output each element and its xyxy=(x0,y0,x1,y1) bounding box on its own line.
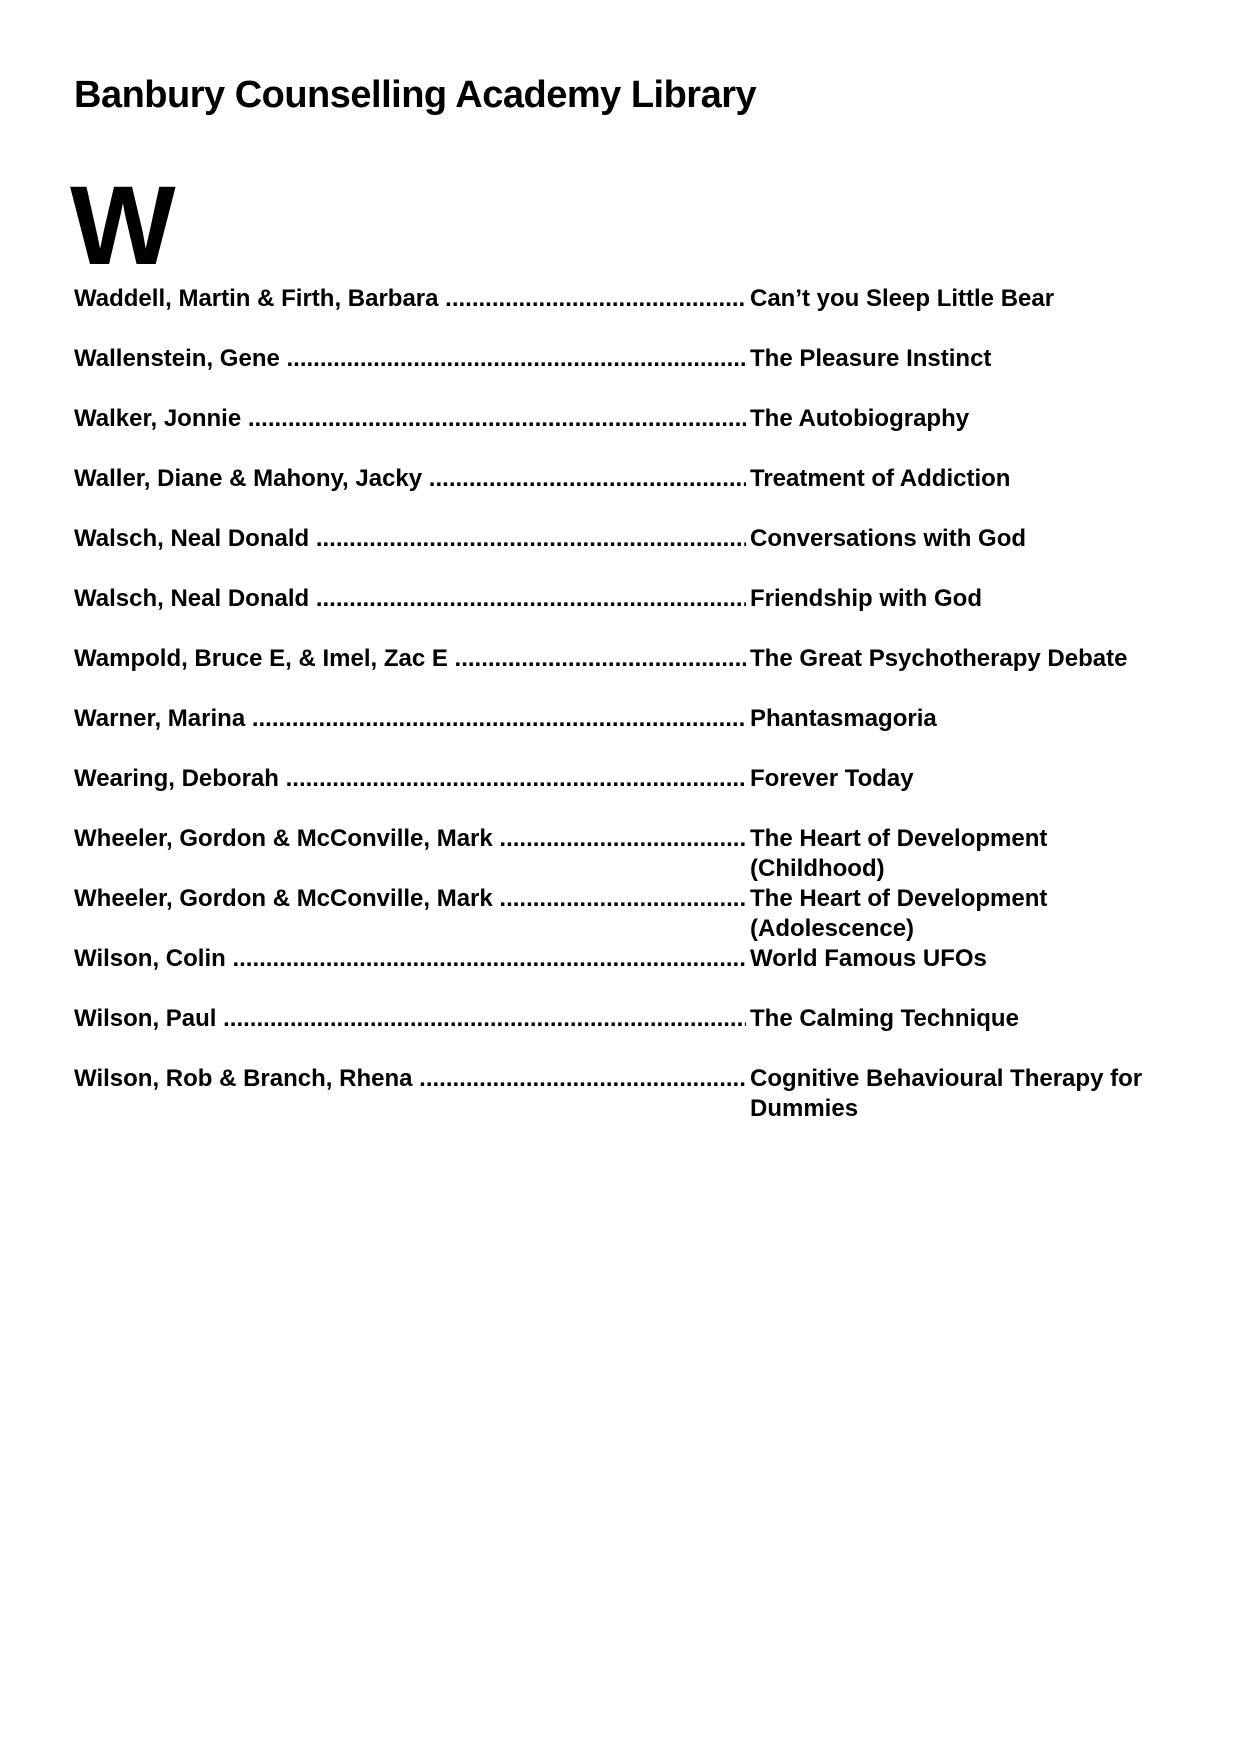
entry-title: The Great Psychotherapy Debate xyxy=(750,645,1128,672)
entry-author: Waller, Diane & Mahony, Jacky ..... xyxy=(74,464,746,494)
entry-author: Walsch, Neal Donald ..... xyxy=(74,584,746,614)
entry-author: Walsch, Neal Donald ..... xyxy=(74,524,746,554)
page-title: Banbury Counselling Academy Library xyxy=(74,74,757,116)
list-item xyxy=(74,1064,1174,1124)
entry-title: Friendship with God xyxy=(750,585,982,612)
entry-title: The Heart of Development (Adolescence) xyxy=(750,885,1048,942)
list-item xyxy=(74,884,1174,944)
list-item xyxy=(74,704,1174,764)
entry-author: Warner, Marina ..... xyxy=(74,704,746,734)
list-item xyxy=(74,944,1174,1004)
list-item xyxy=(74,764,1174,824)
entry-author: Wearing, Deborah ..... xyxy=(74,764,746,794)
entry-author: Wallenstein, Gene ..... xyxy=(74,344,746,374)
entry-author: Wilson, Paul ..... xyxy=(74,1004,746,1034)
entry-author: Wheeler, Gordon & McConville, Mark ..... xyxy=(74,824,746,854)
list-item xyxy=(74,824,1174,884)
entry-title: The Heart of Development (Childhood) xyxy=(750,825,1048,882)
list-item xyxy=(74,584,1174,644)
entry-title: World Famous UFOs xyxy=(750,945,987,972)
list-item xyxy=(74,464,1174,524)
entry-title: Cognitive Behavioural Therapy for Dummies xyxy=(750,1065,1143,1122)
entry-title: Forever Today xyxy=(750,765,914,792)
entry-title: Conversations with God xyxy=(750,525,1027,552)
list-item xyxy=(74,404,1174,464)
entry-title: Treatment of Addiction xyxy=(750,465,1011,492)
catalogue-list xyxy=(74,284,1174,1124)
list-item xyxy=(74,284,1174,344)
entry-title: The Pleasure Instinct xyxy=(750,345,992,372)
entry-author: Waddell, Martin & Firth, Barbara ..... xyxy=(74,284,746,314)
entry-author: Wheeler, Gordon & McConville, Mark ..... xyxy=(74,884,746,914)
entry-author: Walker, Jonnie ..... xyxy=(74,404,746,434)
entry-author: Wampold, Bruce E, & Imel, Zac E ..... xyxy=(74,644,746,674)
entry-title: The Calming Technique xyxy=(750,1005,1019,1032)
entry-author: Wilson, Colin ..... xyxy=(74,944,746,974)
entry-title: The Autobiography xyxy=(750,405,970,432)
list-item xyxy=(74,1004,1174,1064)
entry-title: Can’t you Sleep Little Bear xyxy=(750,285,1055,312)
entry-author: Wilson, Rob & Branch, Rhena ..... xyxy=(74,1064,746,1094)
list-item xyxy=(74,524,1174,584)
list-item xyxy=(74,644,1174,704)
list-item xyxy=(74,344,1174,404)
entry-title: Phantasmagoria xyxy=(750,705,937,732)
section-letter: W xyxy=(70,163,176,288)
